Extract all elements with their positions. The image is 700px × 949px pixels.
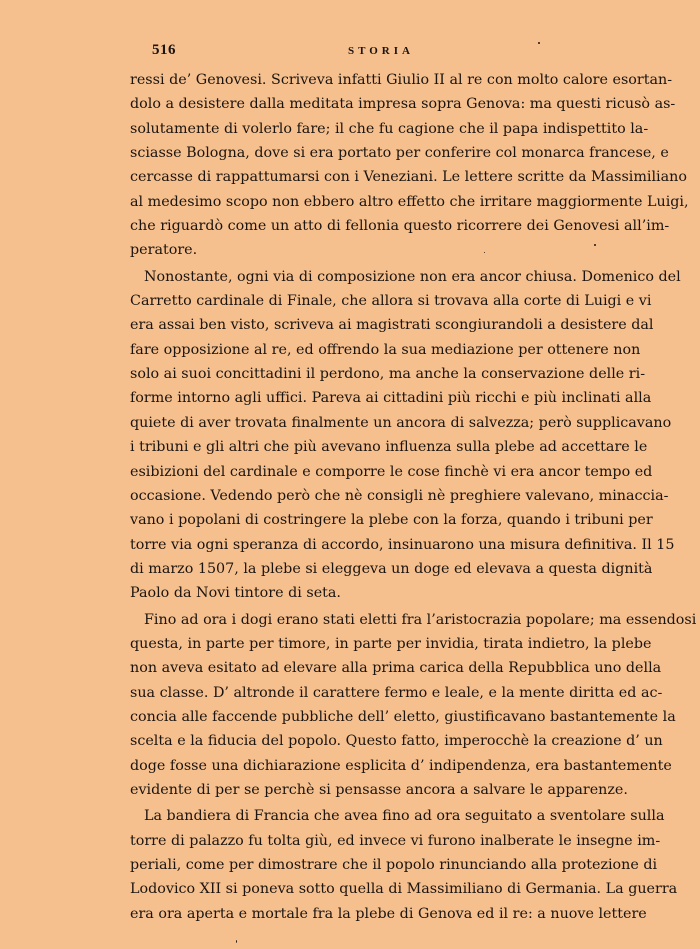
text-line: di marzo 1507, la plebe si eleggeva un doge ed elevava a questa dignità	[130, 560, 653, 577]
text-line: questa, in parte per timore, in parte per invidia, tirata indietro, la plebe	[130, 635, 652, 652]
text-line: ressi de’ Genovesi. Scriveva infatti Giulio II al re con molto calore esortan-	[130, 72, 673, 88]
print-speck	[594, 244, 596, 246]
text-line: Lodovico XII si poneva sotto quella di Massimiliano di Germania. La guerra	[130, 881, 678, 898]
page-number: 516	[152, 42, 176, 58]
paragraph	[130, 608, 697, 803]
text-line: era ora aperta e mortale fra la plebe di Genova ed il re: a nuove lettere	[130, 905, 647, 922]
text-line: torre via ogni speranza di accordo, insinuarono una misura definitiva. Il 15	[130, 536, 675, 553]
text-line: torre di palazzo fu tolta giù, ed invece vi furono inalberate le insegne im-	[130, 832, 661, 849]
text-line: Fino ad ora i dogi erano stati eletti fra l’aristocrazia popolare; ma essendosi	[144, 611, 697, 628]
text-line: periali, come per dimostrare che il popolo rinunciando alla protezione di	[130, 857, 658, 873]
running-head: STORIA	[348, 45, 414, 57]
text-line: vano i popolani di costringere la plebe con la forza, quando i tribuni per	[130, 512, 653, 529]
paragraph	[130, 68, 689, 263]
text-line: Carretto cardinale di Finale, che allora si trovava alla corte di Luigi e vi	[130, 293, 652, 310]
text-line: dolo a desistere dalla meditata impresa sopra Genova: ma questi ricusò as-	[130, 96, 676, 113]
text-line: Nonostante, ogni via di composizione non era ancor chiusa. Domenico del	[144, 268, 681, 285]
text-line: concia alle faccende pubbliche dell’ eletto, giustificavano bastantemente la	[130, 708, 676, 725]
text-line: La bandiera di Francia che avea fino ad ora seguitato a sventolare sulla	[144, 808, 665, 825]
text-line: sciasse Bologna, dove si era portato per conferire col monarca francese, e	[130, 145, 669, 162]
text-line: peratore.	[130, 242, 198, 259]
text-line: cercasse di rappattumarsi con i Veneziani. Le lettere scritte da Massimiliano	[130, 169, 687, 186]
print-speck	[236, 940, 237, 943]
text-line: non aveva esitato ad elevare alla prima carica della Repubblica uno della	[130, 660, 662, 677]
text-line: sua classe. D’ altronde il carattere fermo e leale, e la mente diritta ed ac-	[130, 684, 663, 701]
text-line: quiete di aver trovata finalmente un ancora di salvezza; però supplicavano	[130, 414, 672, 431]
print-speck	[484, 252, 485, 253]
paragraph	[130, 265, 681, 606]
text-line: forme intorno agli uffici. Pareva ai cittadini più ricchi e più inclinati alla	[130, 390, 652, 407]
text-line: Paolo da Novi tintore di seta.	[130, 585, 341, 602]
text-line: esibizioni del cardinale e comporre le cose finchè vi era ancor tempo ed	[130, 463, 653, 480]
text-line: solutamente di volerlo fare; il che fu cagione che il papa indispettito la-	[130, 120, 649, 137]
text-line: solo ai suoi concittadini il perdono, ma anche la conservazione delle ri-	[130, 366, 646, 383]
text-line: doge fosse una dichiarazione esplicita d’ indipendenza, era bastantemente	[130, 757, 672, 774]
page-header	[130, 42, 624, 66]
text-line: scelta e la fiducia del popolo. Questo fatto, imperocchè la creazione d’ un	[130, 733, 663, 750]
text-line: i tribuni e gli altri che più avevano influenza sulla plebe ad accettare le	[130, 439, 648, 456]
text-line: era assai ben visto, scriveva ai magistrati scongiurandoli a desistere dal	[130, 317, 654, 334]
page-body-text	[130, 68, 697, 926]
text-line: fare opposizione al re, ed offrendo la sua mediazione per ottenere non	[130, 341, 641, 358]
print-speck	[538, 42, 540, 44]
text-line: al medesimo scopo non ebbero altro effetto che irritare maggiormente Luigi,	[130, 193, 689, 210]
text-line: evidente di per se perchè si pensasse ancora a salvare le apparenze.	[130, 781, 628, 798]
text-line: occasione. Vedendo però che nè consigli nè preghiere valevano, minaccia-	[130, 487, 669, 504]
text-line: che riguardò come un atto di fellonia questo ricorrere dei Genovesi all’im-	[130, 218, 670, 235]
paragraph	[130, 804, 678, 926]
